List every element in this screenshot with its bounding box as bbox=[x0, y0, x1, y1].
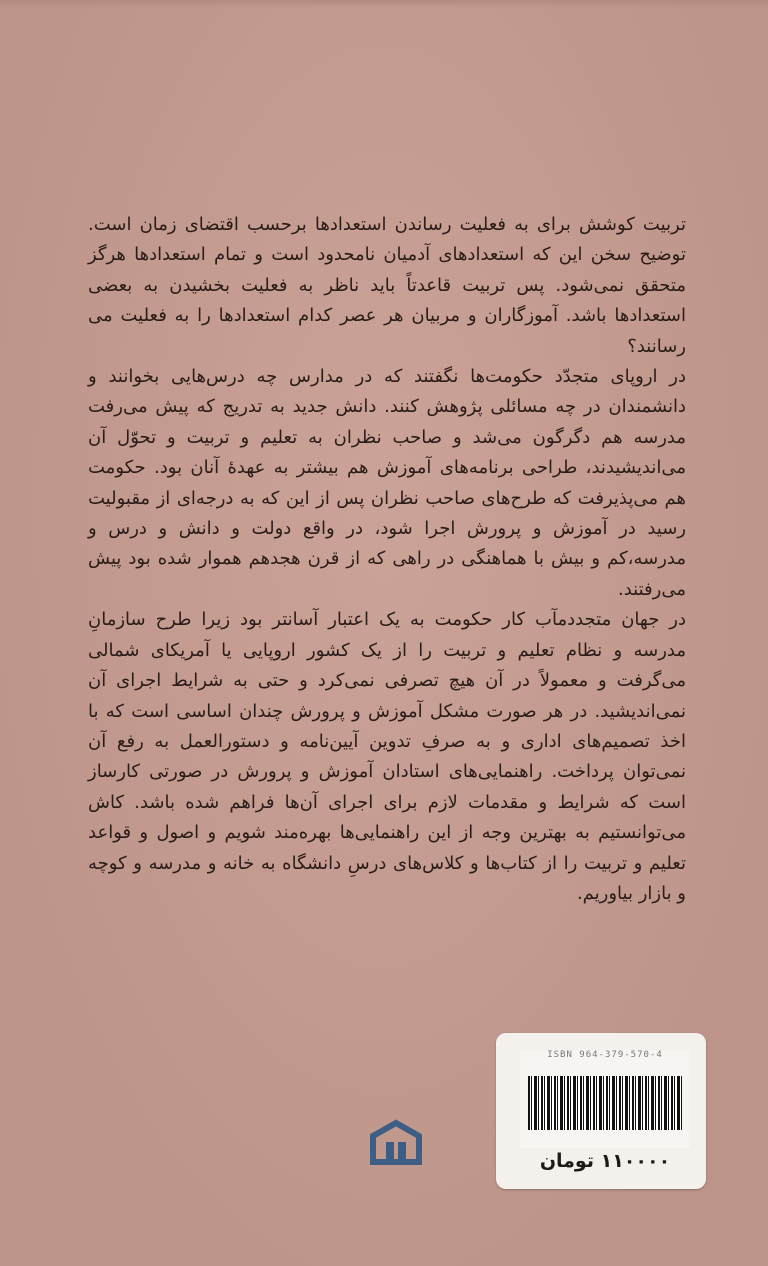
blurb-paragraph-2: در اروپای متجدّد حکومت‌ها نگفتند که در مدارس چه درس‌هایی بخوانند و دانشمندان در چه مسائلی پژوهش کنند. دانش جدید به تدریج که پیش می‌رفت مدرسه هم دگرگون می‌شد و صاحب نظران به تعلیم و تربیت و تحوّل آن می‌اندیشیدند، طراحی برنامه‌های آموزش هم بیشتر به عهدهٔ آنان بود. حکومت هم می‌پذیرفت که طرح‌های صاحب نظران پس از این که به درجه‌ای از مقبولیت رسید در آموزش و پرورش اجرا شود، در واقع دولت و دانش و درس و مدرسه،کم و بیش با هماهنگی در راهی که از قرن هجدهم هموار شده بود پیش می‌رفتند. bbox=[88, 366, 686, 600]
blurb-text bbox=[88, 210, 686, 909]
blurb-paragraph-1: تربیت کوشش برای به فعلیت رساندن استعدادها برحسب اقتضای زمان است. توضیح سخن این که استعدادهای آدمیان نامحدود است و تمام استعدادها هرگز متحقق نمی‌شود. پس تربیت قاعدتاً باید ناظر به فعلیت بخشیدن به بعضی استعدادها باشد. آموزگاران و مربیان هر عصر کدام استعدادها را به فعلیت می رسانند؟ bbox=[88, 214, 686, 357]
blurb-paragraph-3: در جهان متجددمآب کار حکومت به یک اعتبار آسانتر بود زیرا طرح سازمانِ مدرسه و نظام تعلیم و تربیت را از یک کشور اروپایی یا آمریکای شمالی می‌گرفت و معمولاً در آن هیچ تصرفی نمی‌کرد و حتی به شرایط اجرای آن نمی‌اندیشید. در هر صورت مشکل آموزش و پرورش چندان اساسی است که با اخذ تصمیم‌های اداری و به صرفِ تدوین آیین‌نامه و دستورالعمل به رفع آن نمی‌توان پرداخت. راهنمایی‌های استادان آموزش و پرورش در صورتی کارساز است که شرایط و مقدمات لازم برای اجرای آن‌ها فراهم شده باشد. کاش می‌توانستیم به بهترین وجه از این راهنمایی‌ها بهره‌مند شویم و اصول و قواعد تعلیم و تربیت را از کتاب‌ها و کلاس‌های درسِ دانشگاه به خانه و مدرسه و کوچه و بازار بیاوریم. bbox=[88, 609, 686, 904]
barcode-bars bbox=[528, 1076, 682, 1130]
isbn-text: ISBN 964-379-570-4 bbox=[547, 1050, 663, 1060]
top-edge-shadow bbox=[0, 0, 768, 8]
price-label: ۱۱۰۰۰۰ تومان bbox=[539, 1150, 671, 1172]
publisher-house-logo-icon bbox=[367, 1118, 425, 1168]
barcode bbox=[520, 1050, 690, 1148]
